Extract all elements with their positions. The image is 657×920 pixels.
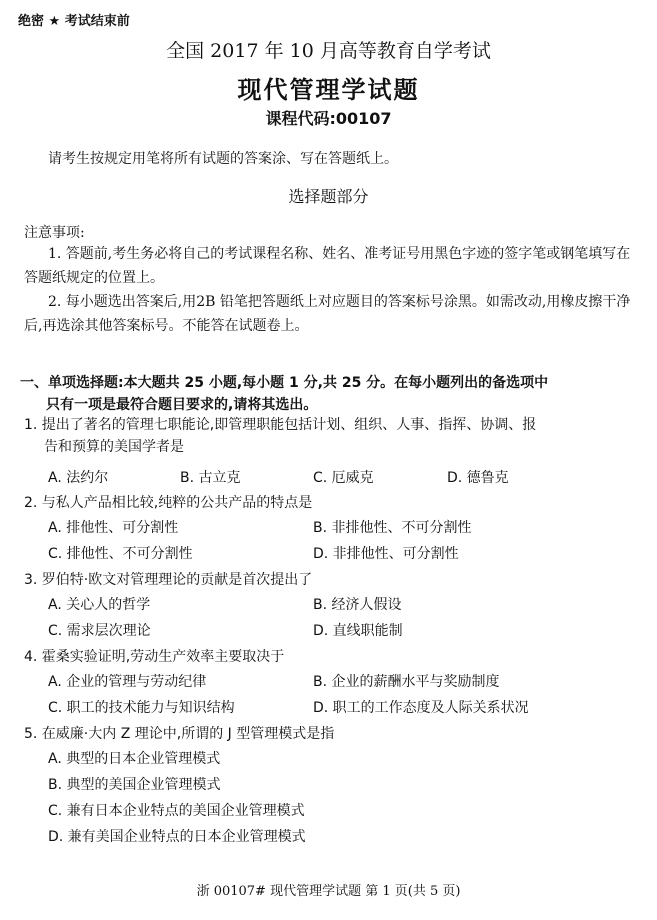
section-title: 选择题部分 <box>288 187 369 206</box>
question-5-stem <box>24 723 636 745</box>
question-1-stem <box>24 414 636 458</box>
question-1-option-d: D. 德鲁克 <box>447 470 509 486</box>
question-stem-line: 2. 与私人产品相比较,纯粹的公共产品的特点是 <box>24 495 313 511</box>
question-2-stem <box>24 492 636 514</box>
question-4-option-d: D. 职工的工作态度及人际关系状况 <box>313 700 529 716</box>
notes-heading: 注意事项: <box>24 225 85 241</box>
question-1-option-a: A. 法约尔 <box>48 470 109 486</box>
question-3-option-c: C. 需求层次理论 <box>48 623 151 639</box>
question-stem-line: 告和预算的美国学者是 <box>44 439 184 455</box>
question-stem-line: 4. 霍桑实验证明,劳动生产效率主要取决于 <box>24 649 285 665</box>
question-5-option-b: B. 典型的美国企业管理模式 <box>48 777 221 793</box>
question-4-stem <box>24 646 636 668</box>
question-1-option-b: B. 古立克 <box>180 470 241 486</box>
subject-title: 现代管理学试题 <box>237 76 420 104</box>
question-5-option-d: D. 兼有美国企业特点的日本企业管理模式 <box>48 829 306 845</box>
question-4-option-b: B. 企业的薪酬水平与奖励制度 <box>313 674 500 690</box>
page-footer: 浙 00107# 现代管理学试题 第 1 页(共 5 页) <box>196 884 461 899</box>
note-item: 1. 答题前,考生务必将自己的考试课程名称、姓名、准考证号用黑色字迹的签字笔或钢笔填写在答题纸规定的位置上。 <box>24 246 631 286</box>
question-2-option-d: D. 非排他性、可分割性 <box>313 546 459 562</box>
question-stem-line: 1. 提出了著名的管理七职能论,即管理职能包括计划、组织、人事、指挥、协调、报 <box>24 417 537 433</box>
part-heading-line: 一、单项选择题:本大题共 25 小题,每小题 1 分,共 25 分。在每小题列出的备选项中 <box>20 375 549 391</box>
answer-instruction: 请考生按规定用笔将所有试题的答案涂、写在答题纸上。 <box>48 151 398 167</box>
question-2-option-a: A. 排他性、可分割性 <box>48 520 179 536</box>
question-5-option-c: C. 兼有日本企业特点的美国企业管理模式 <box>48 803 305 819</box>
question-3-option-a: A. 关心人的哲学 <box>48 597 151 613</box>
question-1-option-c: C. 厄威克 <box>313 470 374 486</box>
question-3-option-d: D. 直线职能制 <box>313 623 403 639</box>
question-3-option-b: B. 经济人假设 <box>313 597 402 613</box>
question-stem-line: 5. 在威廉·大内 Z 理论中,所谓的 J 型管理模式是指 <box>24 726 335 742</box>
exam-title: 全国 2017 年 10 月高等教育自学考试 <box>166 40 491 62</box>
part-heading-line: 只有一项是最符合题目要求的,请将其选出。 <box>46 397 318 413</box>
question-2-option-b: B. 非排他性、不可分割性 <box>313 520 472 536</box>
confidential-label: 绝密 ★ 考试结束前 <box>18 14 130 29</box>
question-4-option-c: C. 职工的技术能力与知识结构 <box>48 700 235 716</box>
part-heading <box>20 372 640 416</box>
course-code: 课程代码:00107 <box>265 109 392 128</box>
note-item: 2. 每小题选出答案后,用2B 铅笔把答题纸上对应题目的答案标号涂黑。如需改动,用橡皮擦干净后,再选涂其他答案标号。不能答在试题卷上。 <box>24 294 631 334</box>
question-5-option-a: A. 典型的日本企业管理模式 <box>48 751 221 767</box>
question-4-option-a: A. 企业的管理与劳动纪律 <box>48 674 207 690</box>
question-stem-line: 3. 罗伯特·欧文对管理理论的贡献是首次提出了 <box>24 572 313 588</box>
question-3-stem <box>24 569 636 591</box>
question-2-option-c: C. 排他性、不可分割性 <box>48 546 193 562</box>
